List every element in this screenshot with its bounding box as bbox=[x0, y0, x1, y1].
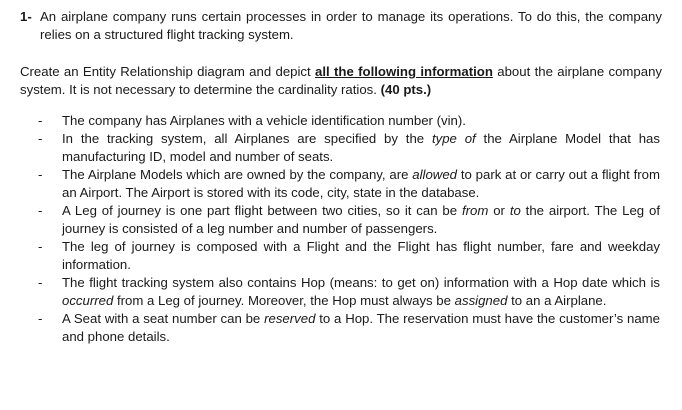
requirement-text bbox=[62, 130, 662, 166]
instructions-emphasis: all the following information bbox=[315, 64, 493, 79]
requirements-list bbox=[20, 112, 662, 346]
emphasized-term: occurred bbox=[62, 293, 114, 308]
text-run: A Leg of journey is one part flight between two cities, so it can be bbox=[62, 203, 462, 218]
emphasized-term: to bbox=[509, 203, 521, 218]
bullet-dash: - bbox=[38, 311, 43, 326]
text-run: The flight tracking system also contains Hop (means: to get on) information with a Hop date which is bbox=[62, 275, 660, 290]
emphasized-term: reserved bbox=[264, 311, 316, 326]
requirement-item bbox=[20, 130, 662, 166]
requirement-item bbox=[20, 166, 662, 202]
requirement-text bbox=[62, 238, 662, 274]
bullet-dash: - bbox=[38, 275, 43, 290]
instructions-text-start: Create an Entity Relationship diagram and depict bbox=[20, 64, 316, 79]
text-run: The leg of journey is composed with a Flight and the Flight has flight number, fare and weekday information. bbox=[62, 239, 660, 272]
points-label: (40 pts.) bbox=[380, 82, 432, 97]
text-run: the Airplane Model that has manufacturing ID, model and number of seats. bbox=[62, 131, 660, 164]
text-run: to park at or carry out a flight from an Airport. The Airport is stored with its code, city, state in the database. bbox=[62, 167, 660, 200]
emphasized-term: allowed bbox=[412, 167, 458, 182]
text-run: A Seat with a seat number can be bbox=[62, 311, 265, 326]
bullet-dash: - bbox=[38, 239, 43, 254]
text-run: In the tracking system, all Airplanes are specified by the bbox=[62, 131, 432, 146]
emphasized-term: type of bbox=[431, 131, 476, 146]
requirement-item bbox=[20, 202, 662, 238]
requirement-text bbox=[62, 112, 662, 130]
question-text: An airplane company runs certain processes in order to manage its operations. To do this, the company relies on a structured flight tracking system. bbox=[40, 9, 662, 42]
emphasized-term: assigned bbox=[454, 293, 508, 308]
emphasized-term: from bbox=[461, 203, 489, 218]
text-run: to a Hop. The reservation must have the customer’s name and phone details. bbox=[62, 311, 660, 344]
bullet-dash: - bbox=[38, 167, 43, 182]
text-run: The Airplane Models which are owned by the company, are bbox=[62, 167, 413, 182]
text-run: the airport. The Leg of journey is consisted of a leg number and number of passengers. bbox=[62, 203, 661, 236]
question-header bbox=[20, 8, 662, 44]
instructions-paragraph bbox=[20, 63, 662, 99]
requirement-item bbox=[20, 112, 662, 130]
bullet-dash: - bbox=[38, 131, 43, 146]
instructions-text-end: about the airplane company system. It is not necessary to determine the cardinality ratios. bbox=[20, 64, 663, 97]
requirement-text bbox=[62, 310, 662, 346]
requirement-text bbox=[62, 274, 662, 310]
text-run: from a Leg of journey. Moreover, the Hop must always be bbox=[113, 293, 455, 308]
bullet-dash: - bbox=[38, 203, 43, 218]
text-run: to an a Airplane. bbox=[507, 293, 607, 308]
requirement-item bbox=[20, 274, 662, 310]
bullet-dash: - bbox=[38, 113, 43, 128]
text-run: or bbox=[488, 203, 510, 218]
requirement-text bbox=[62, 202, 662, 238]
question-number: 1- bbox=[20, 9, 32, 24]
text-run: The company has Airplanes with a vehicle identification number (vin). bbox=[62, 113, 466, 128]
requirement-item bbox=[20, 238, 662, 274]
requirement-text bbox=[62, 166, 662, 202]
requirement-item bbox=[20, 310, 662, 346]
